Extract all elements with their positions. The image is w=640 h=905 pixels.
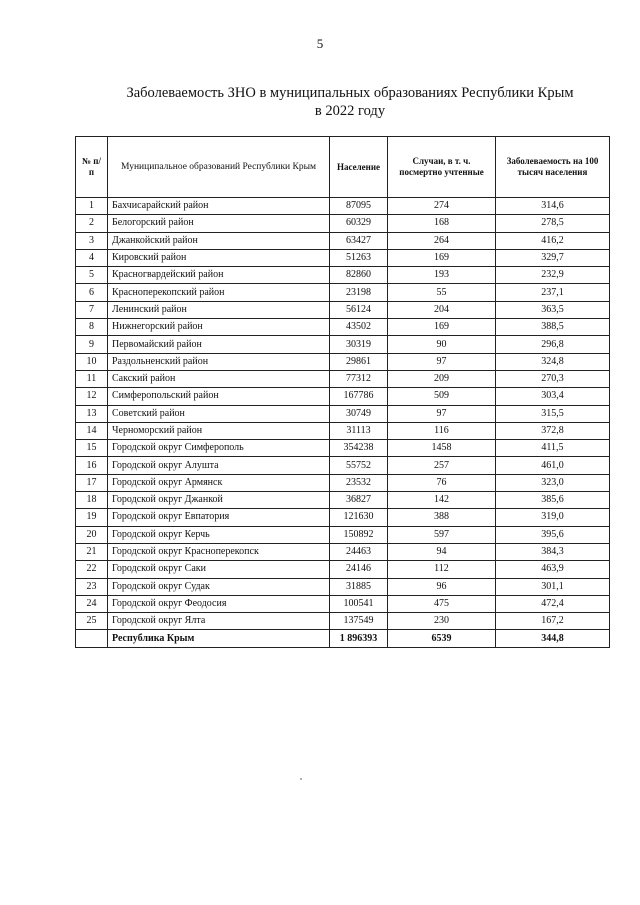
- table-row: [76, 336, 610, 353]
- table-row: [76, 215, 610, 232]
- table-row: [76, 422, 610, 439]
- cell-rate: 314,6: [496, 198, 610, 215]
- table-row: [76, 543, 610, 560]
- cell-cases: 112: [388, 561, 496, 578]
- cell-population: 121630: [330, 509, 388, 526]
- cell-municipality: Городской округ Джанкой: [108, 492, 330, 509]
- cell-rate: 416,2: [496, 232, 610, 249]
- cell-rate: 463,9: [496, 561, 610, 578]
- cell-municipality: Городской округ Феодосия: [108, 595, 330, 612]
- cell-num: 3: [76, 232, 108, 249]
- table-row: [76, 284, 610, 301]
- cell-rate: 385,6: [496, 492, 610, 509]
- total-cell-num: [76, 630, 108, 647]
- cell-population: 31113: [330, 422, 388, 439]
- cell-num: 18: [76, 492, 108, 509]
- cell-num: 9: [76, 336, 108, 353]
- cell-cases: 55: [388, 284, 496, 301]
- cell-rate: 323,0: [496, 474, 610, 491]
- table-row: [76, 405, 610, 422]
- cell-rate: 303,4: [496, 388, 610, 405]
- cell-rate: 278,5: [496, 215, 610, 232]
- total-cell-rate: 344,8: [496, 630, 610, 647]
- cell-population: 137549: [330, 613, 388, 630]
- cell-population: 30319: [330, 336, 388, 353]
- cell-num: 10: [76, 353, 108, 370]
- cell-cases: 97: [388, 405, 496, 422]
- cell-cases: 97: [388, 353, 496, 370]
- cell-cases: 509: [388, 388, 496, 405]
- cell-municipality: Белогорский район: [108, 215, 330, 232]
- cell-rate: 388,5: [496, 319, 610, 336]
- cell-rate: 372,8: [496, 422, 610, 439]
- cell-num: 22: [76, 561, 108, 578]
- cell-rate: 329,7: [496, 249, 610, 266]
- table-row: [76, 301, 610, 318]
- cell-num: 13: [76, 405, 108, 422]
- cell-municipality: Городской округ Саки: [108, 561, 330, 578]
- cell-rate: 411,5: [496, 440, 610, 457]
- table-header-row: [76, 137, 610, 198]
- cell-municipality: Городской округ Симферополь: [108, 440, 330, 457]
- cell-municipality: Городской округ Ялта: [108, 613, 330, 630]
- table-row: [76, 370, 610, 387]
- table-row: [76, 474, 610, 491]
- cell-population: 87095: [330, 198, 388, 215]
- title-line-2: в 2022 году: [314, 103, 386, 119]
- cell-num: 16: [76, 457, 108, 474]
- cell-cases: 597: [388, 526, 496, 543]
- total-cell-cases: 6539: [388, 630, 496, 647]
- cell-population: 56124: [330, 301, 388, 318]
- table-row: [76, 509, 610, 526]
- cell-num: 11: [76, 370, 108, 387]
- cell-municipality: Симферопольский район: [108, 388, 330, 405]
- cell-population: 24146: [330, 561, 388, 578]
- total-cell-municipality: Республика Крым: [108, 630, 330, 647]
- cell-population: 100541: [330, 595, 388, 612]
- table-row: [76, 232, 610, 249]
- cell-cases: 142: [388, 492, 496, 509]
- table-row: [76, 457, 610, 474]
- table-row: [76, 249, 610, 266]
- cell-rate: 296,8: [496, 336, 610, 353]
- table-row: [76, 526, 610, 543]
- cell-num: 5: [76, 267, 108, 284]
- cell-cases: 274: [388, 198, 496, 215]
- cell-num: 15: [76, 440, 108, 457]
- document-title: [70, 84, 630, 120]
- cell-population: 36827: [330, 492, 388, 509]
- cell-num: 1: [76, 198, 108, 215]
- cell-municipality: Городской округ Керчь: [108, 526, 330, 543]
- cell-municipality: Советский район: [108, 405, 330, 422]
- cell-rate: 232,9: [496, 267, 610, 284]
- table-total-row: [76, 630, 610, 647]
- cell-municipality: Городской округ Армянск: [108, 474, 330, 491]
- cell-population: 23532: [330, 474, 388, 491]
- total-cell-population: 1 896393: [330, 630, 388, 647]
- cell-population: 23198: [330, 284, 388, 301]
- cell-num: 4: [76, 249, 108, 266]
- cell-num: 17: [76, 474, 108, 491]
- cell-municipality: Городской округ Судак: [108, 578, 330, 595]
- cell-rate: 384,3: [496, 543, 610, 560]
- cell-population: 30749: [330, 405, 388, 422]
- cell-population: 77312: [330, 370, 388, 387]
- cell-municipality: Красногвардейский район: [108, 267, 330, 284]
- cell-num: 8: [76, 319, 108, 336]
- cell-rate: 472,4: [496, 595, 610, 612]
- table-row: [76, 198, 610, 215]
- table-row: [76, 440, 610, 457]
- cell-cases: 388: [388, 509, 496, 526]
- cell-population: 82860: [330, 267, 388, 284]
- cell-municipality: Красноперекопский район: [108, 284, 330, 301]
- header-population: Население: [330, 137, 388, 198]
- table-row: [76, 492, 610, 509]
- table-row: [76, 561, 610, 578]
- header-num: № п/п: [76, 137, 108, 198]
- cell-municipality: Раздольненский район: [108, 353, 330, 370]
- cell-num: 2: [76, 215, 108, 232]
- cell-cases: 169: [388, 319, 496, 336]
- cell-rate: 270,3: [496, 370, 610, 387]
- header-cases: Случаи, в т. ч. посмертно учтенные: [388, 137, 496, 198]
- cell-cases: 94: [388, 543, 496, 560]
- cell-num: 21: [76, 543, 108, 560]
- cell-cases: 116: [388, 422, 496, 439]
- cell-cases: 193: [388, 267, 496, 284]
- cell-municipality: Нижнегорский район: [108, 319, 330, 336]
- table-row: [76, 578, 610, 595]
- cell-cases: 96: [388, 578, 496, 595]
- cell-num: 24: [76, 595, 108, 612]
- cell-population: 150892: [330, 526, 388, 543]
- header-rate: Заболеваемость на 100 тысяч населения: [496, 137, 610, 198]
- cell-population: 29861: [330, 353, 388, 370]
- cell-population: 55752: [330, 457, 388, 474]
- table-row: [76, 613, 610, 630]
- cell-num: 23: [76, 578, 108, 595]
- cell-cases: 168: [388, 215, 496, 232]
- cell-num: 25: [76, 613, 108, 630]
- cell-municipality: Городской округ Алушта: [108, 457, 330, 474]
- cell-cases: 1458: [388, 440, 496, 457]
- cell-rate: 363,5: [496, 301, 610, 318]
- table-row: [76, 388, 610, 405]
- table-body: [76, 198, 610, 648]
- cell-population: 60329: [330, 215, 388, 232]
- cell-rate: 324,8: [496, 353, 610, 370]
- cell-num: 6: [76, 284, 108, 301]
- cell-cases: 257: [388, 457, 496, 474]
- incidence-table: [75, 136, 610, 648]
- cell-rate: 395,6: [496, 526, 610, 543]
- cell-cases: 230: [388, 613, 496, 630]
- cell-rate: 237,1: [496, 284, 610, 301]
- cell-population: 43502: [330, 319, 388, 336]
- table-row: [76, 267, 610, 284]
- cell-municipality: Черноморский район: [108, 422, 330, 439]
- cell-population: 31885: [330, 578, 388, 595]
- cell-population: 63427: [330, 232, 388, 249]
- table-row: [76, 353, 610, 370]
- cell-municipality: Первомайский район: [108, 336, 330, 353]
- cell-rate: 319,0: [496, 509, 610, 526]
- cell-municipality: Городской округ Евпатория: [108, 509, 330, 526]
- cell-population: 24463: [330, 543, 388, 560]
- cell-cases: 90: [388, 336, 496, 353]
- cell-cases: 76: [388, 474, 496, 491]
- cell-municipality: Джанкойский район: [108, 232, 330, 249]
- cell-num: 20: [76, 526, 108, 543]
- cell-num: 7: [76, 301, 108, 318]
- cell-municipality: Бахчисарайский район: [108, 198, 330, 215]
- cell-municipality: Городской округ Красноперекопск: [108, 543, 330, 560]
- cell-municipality: Сакский район: [108, 370, 330, 387]
- cell-cases: 209: [388, 370, 496, 387]
- cell-population: 51263: [330, 249, 388, 266]
- table-row: [76, 595, 610, 612]
- cell-rate: 461,0: [496, 457, 610, 474]
- cell-num: 12: [76, 388, 108, 405]
- page-number: 5: [316, 36, 324, 51]
- header-municipality: Муниципальное образований Республики Крым: [108, 137, 330, 198]
- cell-population: 354238: [330, 440, 388, 457]
- cell-num: 19: [76, 509, 108, 526]
- cell-num: 14: [76, 422, 108, 439]
- cell-population: 167786: [330, 388, 388, 405]
- title-line-1: Заболеваемость ЗНО в муниципальных образованиях Республики Крым: [126, 85, 574, 101]
- cell-municipality: Кировский район: [108, 249, 330, 266]
- cell-cases: 475: [388, 595, 496, 612]
- cell-rate: 167,2: [496, 613, 610, 630]
- cell-cases: 204: [388, 301, 496, 318]
- cell-cases: 264: [388, 232, 496, 249]
- table-row: [76, 319, 610, 336]
- cell-rate: 301,1: [496, 578, 610, 595]
- scan-speck: [300, 778, 302, 780]
- cell-rate: 315,5: [496, 405, 610, 422]
- cell-cases: 169: [388, 249, 496, 266]
- cell-municipality: Ленинский район: [108, 301, 330, 318]
